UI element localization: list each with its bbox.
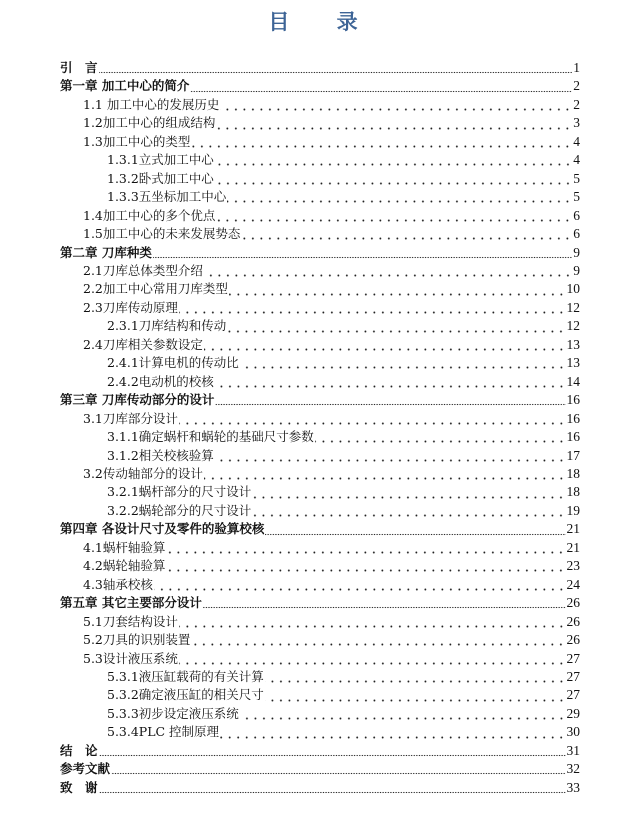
dot-leader	[204, 342, 566, 352]
toc-entry-label: 5.3.4PLC 控制原理	[107, 724, 220, 740]
toc-page-number: 1	[573, 60, 580, 75]
toc-section-entry[interactable]	[60, 539, 580, 557]
toc-subsection-entry[interactable]	[60, 705, 580, 723]
toc-page-number: 18	[566, 484, 580, 500]
toc-entry-label: 1.3.3五坐标加工中心	[107, 189, 227, 205]
toc-section-entry[interactable]	[60, 336, 580, 354]
toc-page-number: 21	[566, 539, 580, 555]
toc-entry-label: 5.3设计液压系统	[83, 650, 178, 666]
toc-chapter-entry[interactable]	[60, 742, 580, 760]
toc-section-entry[interactable]	[60, 576, 580, 594]
dot-leader	[204, 471, 566, 481]
toc-entry-label: 4.3轴承校核	[83, 576, 153, 592]
toc-page-number: 12	[566, 299, 580, 315]
toc-section-entry[interactable]	[60, 465, 580, 483]
dot-leader	[215, 397, 565, 407]
dot-leader	[153, 250, 572, 260]
dot-leader	[252, 508, 565, 518]
toc-page-number: 24	[566, 576, 580, 592]
dot-leader	[240, 360, 566, 370]
toc-page-number: 32	[566, 761, 580, 777]
toc-entry-label: 2.1刀库总体类型介绍	[83, 262, 203, 278]
toc-entry-label: 4.1蜗杆轴验算	[83, 539, 166, 555]
dot-leader	[227, 194, 572, 204]
dot-leader	[179, 619, 566, 629]
toc-entry-label: 3.2传动轴部分的设计	[83, 465, 203, 481]
toc-page-number: 23	[566, 558, 580, 574]
toc-section-entry[interactable]	[60, 631, 580, 649]
dot-leader	[315, 434, 566, 444]
toc-entry-label: 第二章 刀库种类	[60, 244, 152, 260]
toc-page-number: 3	[573, 115, 580, 131]
dot-leader	[216, 213, 572, 223]
toc-page-number: 4	[573, 152, 580, 168]
toc-entry-label: 引 言	[60, 60, 98, 75]
toc-page-number: 16	[566, 392, 580, 408]
toc-entry-label: 5.3.1液压缸载荷的有关计算	[107, 668, 264, 684]
toc-entry-label: 1.5加工中心的未来发展势态	[83, 226, 241, 242]
toc-page-number: 10	[566, 281, 580, 297]
toc-entry-label: 2.4刀库相关参数设定	[83, 336, 203, 352]
toc-entry-label: 3.1刀库部分设计	[83, 410, 178, 426]
dot-leader	[179, 656, 566, 666]
toc-section-entry[interactable]	[60, 613, 580, 631]
toc-entry-label: 1.2加工中心的组成结构	[83, 115, 216, 131]
toc-page-number: 12	[566, 318, 580, 334]
toc-subsection-entry[interactable]	[60, 723, 580, 741]
dot-leader	[190, 84, 572, 94]
toc-entry-label: 第一章 加工中心的简介	[60, 78, 190, 94]
toc-page-number: 9	[573, 244, 580, 260]
toc-chapter-entry[interactable]	[60, 520, 580, 538]
toc-entry-label: 3.1.2相关校核验算	[107, 447, 214, 463]
toc-entry-label: 5.2刀具的识别装置	[83, 632, 191, 648]
dot-leader	[216, 121, 572, 131]
toc-page-number: 5	[573, 189, 580, 205]
toc-page-number: 6	[573, 207, 580, 223]
toc-section-entry[interactable]	[60, 262, 580, 280]
dot-leader	[227, 324, 565, 334]
toc-chapter-entry[interactable]	[60, 391, 580, 409]
dot-leader	[215, 453, 566, 463]
toc-chapter-entry[interactable]	[60, 77, 580, 95]
toc-chapter-entry[interactable]	[60, 779, 580, 797]
toc-entry-label: 3.2.2蜗轮部分的尺寸设计	[107, 502, 252, 518]
toc-page-number: 16	[566, 410, 580, 426]
toc-section-entry[interactable]	[60, 96, 580, 114]
toc-page-number: 18	[566, 465, 580, 481]
toc-page-number: 26	[566, 632, 580, 648]
toc-subsection-entry[interactable]	[60, 447, 580, 465]
toc-entry-label: 4.2蜗轮轴验算	[83, 558, 166, 574]
toc-entry-label: 第三章 刀库传动部分的设计	[60, 392, 215, 408]
toc-page-number: 30	[566, 724, 580, 740]
dot-leader	[220, 102, 572, 112]
dot-leader	[241, 231, 572, 241]
dot-leader	[99, 785, 566, 795]
dot-leader	[229, 287, 566, 297]
toc-entry-label: 参考文献	[60, 761, 111, 777]
toc-page-number: 17	[566, 447, 580, 463]
toc-page-number: 29	[566, 705, 580, 721]
dot-leader	[191, 139, 572, 149]
toc-entry-label: 1.3加工中心的类型	[83, 133, 191, 149]
toc-entry-label: 5.3.3初步设定液压系统	[107, 705, 239, 721]
toc-section-entry[interactable]	[60, 280, 580, 298]
toc-page-number: 2	[573, 78, 580, 94]
toc-section-entry[interactable]	[60, 557, 580, 575]
toc-entry-label: 2.3刀库传动原理	[83, 299, 178, 315]
toc-chapter-entry[interactable]	[60, 594, 580, 612]
toc-page-number: 26	[566, 595, 580, 611]
toc-section-entry[interactable]	[60, 133, 580, 151]
toc-chapter-entry[interactable]	[60, 760, 580, 778]
dot-leader	[99, 748, 566, 758]
toc-chapter-entry[interactable]	[60, 59, 580, 77]
toc-title: 目 录	[268, 10, 378, 34]
toc-page-number: 31	[566, 742, 580, 758]
toc-entry-label: 3.1.1确定蜗杆和蜗轮的基础尺寸参数	[107, 429, 314, 445]
toc-subsection-entry[interactable]	[60, 428, 580, 446]
dot-leader	[111, 766, 565, 776]
toc-page-number: 6	[573, 226, 580, 242]
toc-page-number: 14	[566, 373, 580, 389]
toc-subsection-entry[interactable]	[60, 170, 580, 188]
toc-entry-label: 结 论	[60, 742, 98, 758]
toc-subsection-entry[interactable]	[60, 354, 580, 372]
dot-leader	[179, 416, 566, 426]
dot-leader	[99, 65, 572, 75]
toc-entry-label: 3.2.1蜗杆部分的尺寸设计	[107, 484, 252, 500]
toc-section-entry[interactable]	[60, 225, 580, 243]
toc-subsection-entry[interactable]	[60, 151, 580, 169]
toc-entry-label: 2.3.1刀库结构和传动	[107, 318, 227, 334]
toc-section-entry[interactable]	[60, 410, 580, 428]
toc-subsection-entry[interactable]	[60, 373, 580, 391]
toc-page-number: 27	[566, 687, 580, 703]
toc-entry-label: 2.4.1计算电机的传动比	[107, 355, 239, 371]
toc-subsection-entry[interactable]	[60, 188, 580, 206]
toc-subsection-entry[interactable]	[60, 502, 580, 520]
dot-leader	[154, 582, 566, 592]
dot-leader	[166, 545, 565, 555]
dot-leader	[191, 637, 565, 647]
dot-leader	[179, 305, 566, 315]
toc-section-entry[interactable]	[60, 650, 580, 668]
toc-entry-label: 5.1刀套结构设计	[83, 613, 178, 629]
dot-leader	[215, 176, 572, 186]
toc-page-number: 16	[566, 429, 580, 445]
toc-page-number: 27	[566, 668, 580, 684]
dot-leader	[215, 157, 572, 167]
dot-leader	[204, 268, 572, 278]
toc-subsection-entry[interactable]	[60, 686, 580, 704]
toc-page-number: 4	[573, 133, 580, 149]
toc-page-number: 27	[566, 650, 580, 666]
dot-leader	[220, 730, 565, 740]
toc-entry-label: 致 谢	[60, 779, 98, 795]
toc-chapter-entry[interactable]	[60, 244, 580, 262]
toc-page-number: 2	[573, 96, 580, 112]
toc-section-entry[interactable]	[60, 299, 580, 317]
toc-page-number: 9	[573, 262, 580, 278]
toc-page-number: 13	[566, 355, 580, 371]
toc-subsection-entry[interactable]	[60, 317, 580, 335]
table-of-contents	[60, 59, 580, 797]
toc-entry-label: 第四章 各设计尺寸及零件的验算校核	[60, 521, 265, 537]
dot-leader	[215, 379, 566, 389]
toc-entry-label: 5.3.2确定液压缸的相关尺寸	[107, 687, 264, 703]
toc-subsection-entry[interactable]	[60, 483, 580, 501]
toc-page-number: 26	[566, 613, 580, 629]
dot-leader	[265, 693, 566, 703]
toc-entry-label: 2.4.2电动机的校核	[107, 373, 214, 389]
dot-leader	[265, 527, 565, 537]
toc-page-number: 33	[566, 779, 580, 795]
dot-leader	[203, 600, 566, 610]
toc-entry-label: 第五章 其它主要部分设计	[60, 595, 202, 611]
toc-entry-label: 1.3.2卧式加工中心	[107, 170, 214, 186]
dot-leader	[265, 674, 566, 684]
dot-leader	[240, 711, 566, 721]
toc-section-entry[interactable]	[60, 207, 580, 225]
toc-entry-label: 1.3.1立式加工中心	[107, 152, 214, 168]
toc-page-number: 5	[573, 170, 580, 186]
toc-entry-label: 1.4加工中心的多个优点	[83, 207, 216, 223]
toc-page-number: 13	[566, 336, 580, 352]
toc-section-entry[interactable]	[60, 114, 580, 132]
toc-subsection-entry[interactable]	[60, 668, 580, 686]
toc-page-number: 19	[566, 502, 580, 518]
toc-entry-label: 1.1 加工中心的发展历史	[83, 96, 220, 112]
dot-leader	[166, 563, 565, 573]
toc-entry-label: 2.2加工中心常用刀库类型	[83, 281, 228, 297]
toc-page-number: 21	[566, 521, 580, 537]
dot-leader	[252, 490, 565, 500]
